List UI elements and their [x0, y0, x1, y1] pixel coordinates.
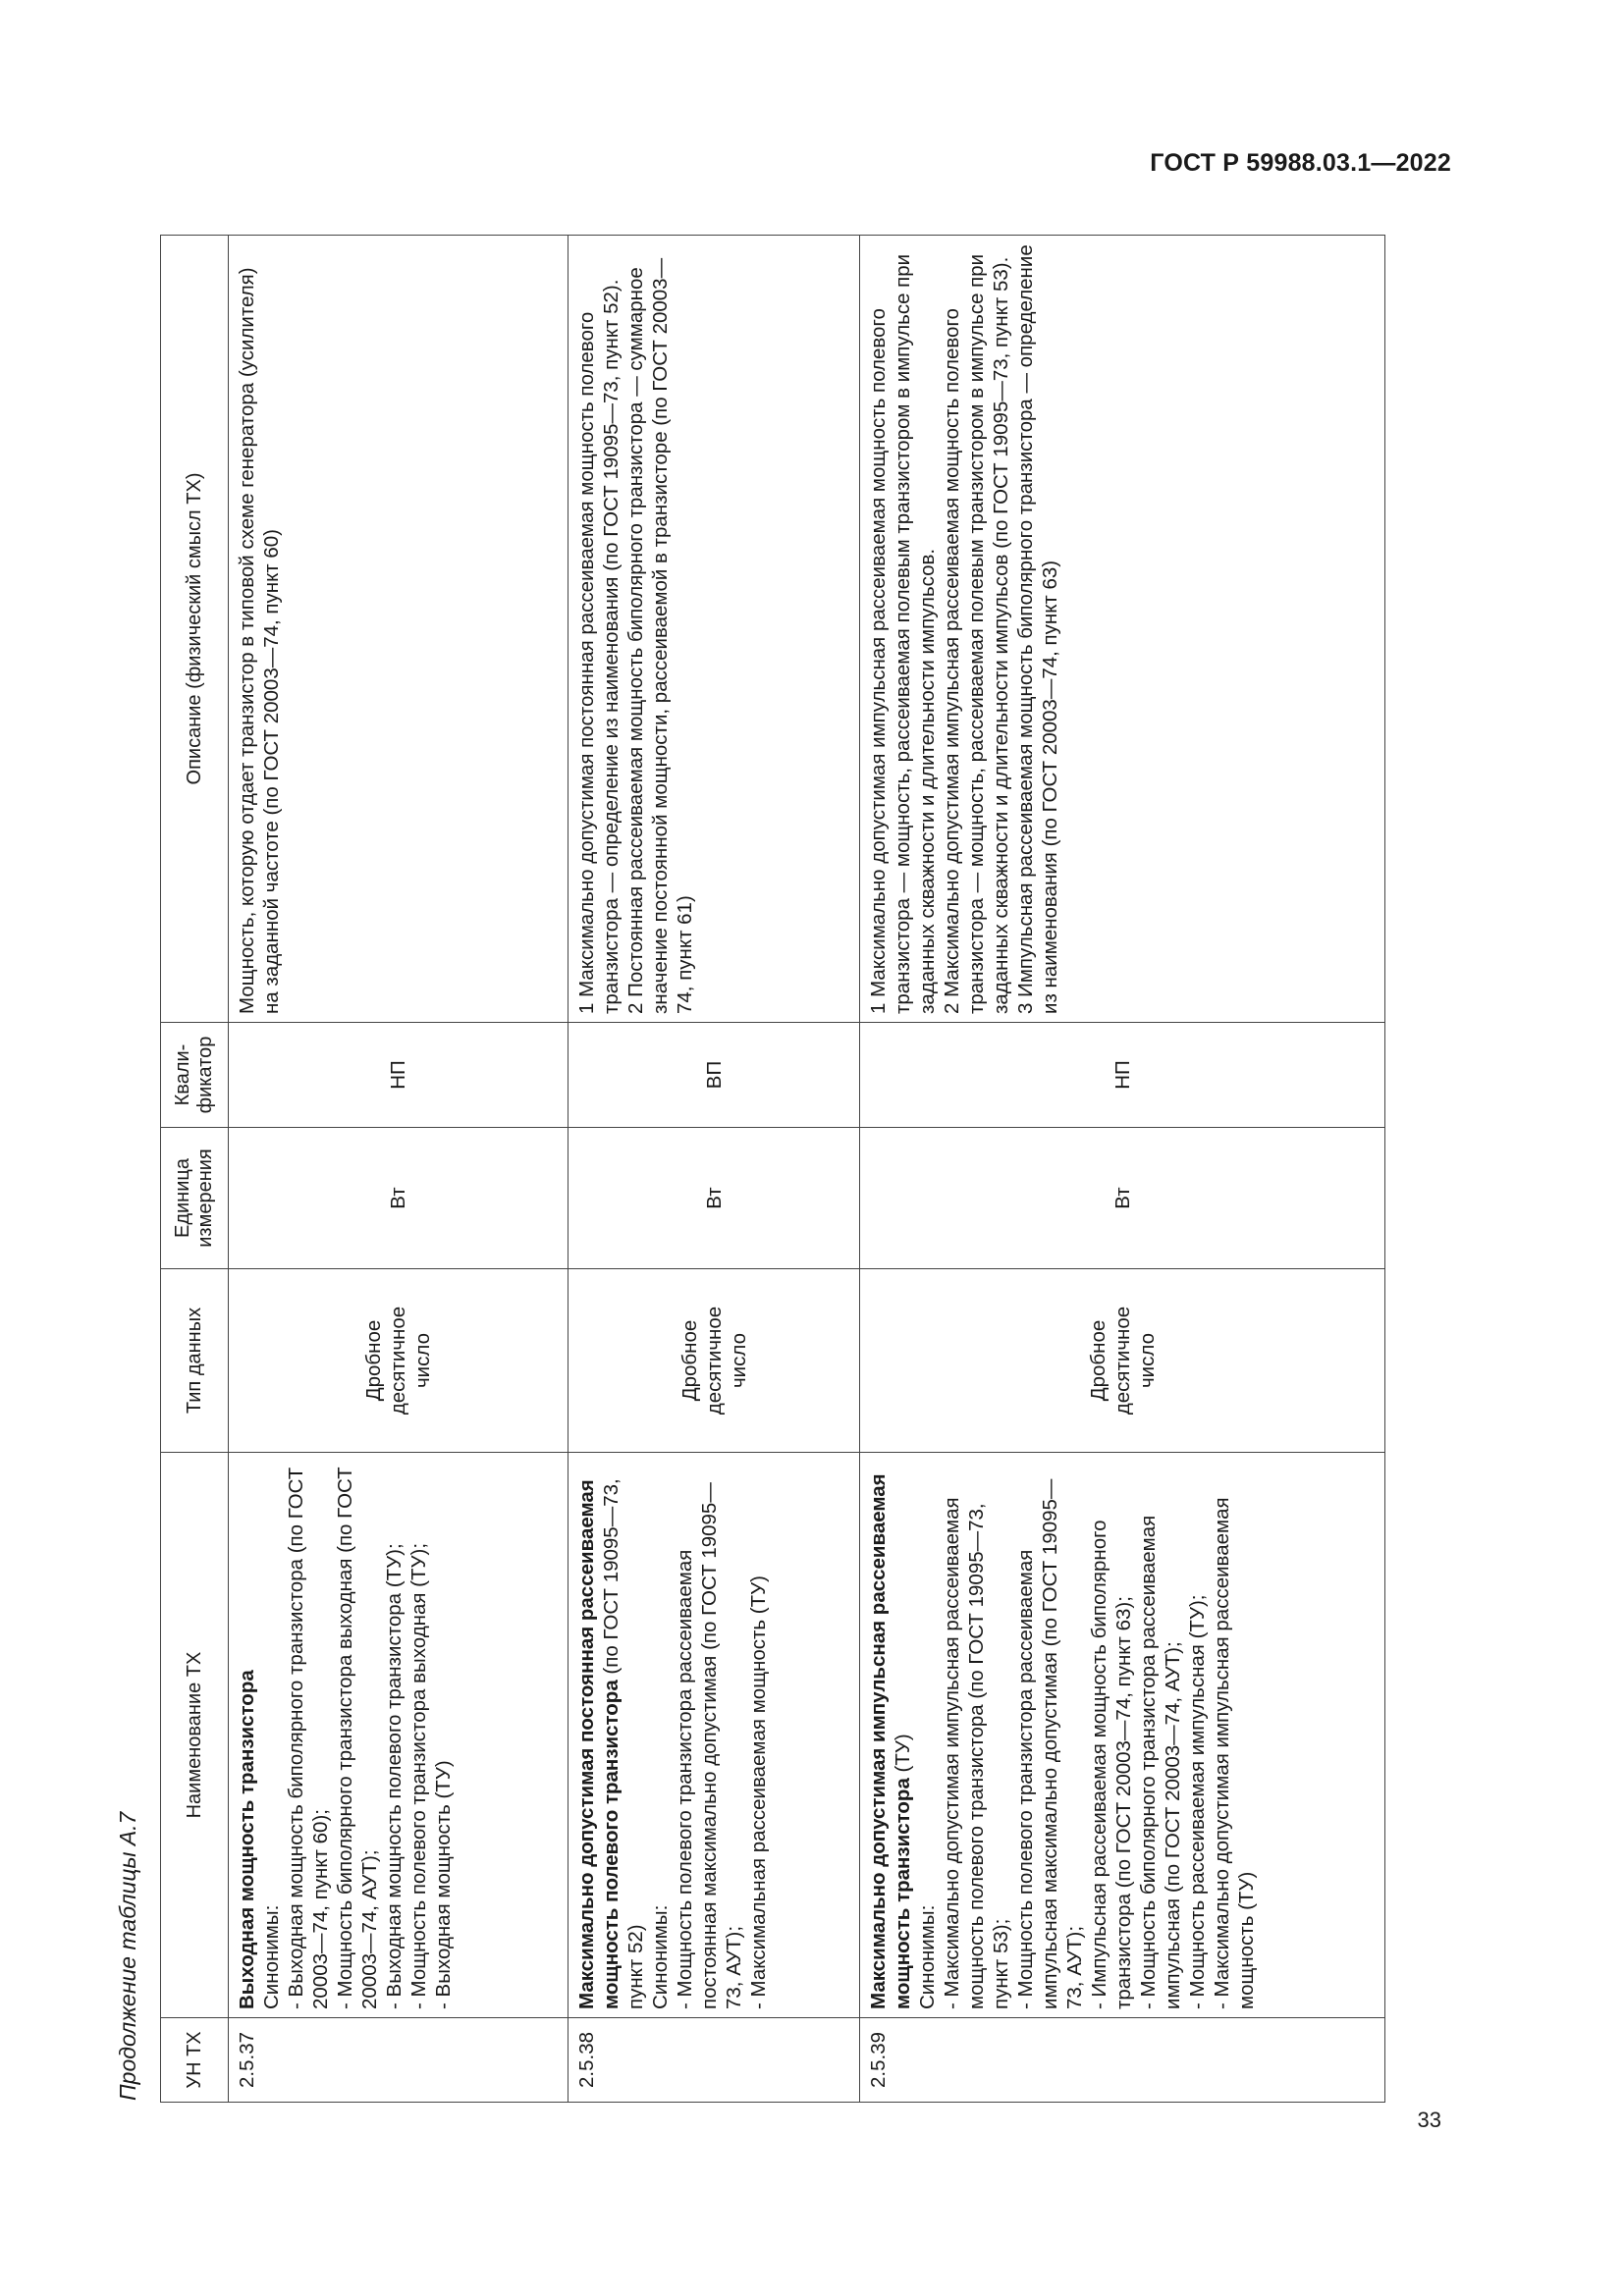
table-caption: Продолжение таблицы А.7 — [115, 1811, 140, 2101]
synonym-line: - Выходная мощность биполярного транзистора (по ГОСТ 20003—74, пункт 60); — [285, 1467, 332, 2009]
cell-qualifier: НП — [860, 1023, 1385, 1128]
cell-un: 2.5.39 — [860, 2018, 1385, 2103]
cell-un: 2.5.37 — [229, 2018, 568, 2103]
tx-title: Максимально допустимая постоянная рассеиваемая мощность полевого транзистора — [575, 1479, 623, 2009]
synonym-line: - Мощность биполярного транзистора рассеиваемая импульсная (по ГОСТ 20003—74, АУТ); — [1137, 1515, 1184, 2009]
description-line: Мощность, которую отдает транзистор в типовой схеме генератора (усилителя) на заданной частоте (по ГОСТ 20003—74, пункт 60) — [236, 267, 283, 1014]
synonym-line: Синонимы: — [260, 1904, 283, 2009]
cell-name — [568, 1453, 860, 2018]
description-line: 2 Максимально допустимая импульсная рассеиваемая мощность полевого транзистора — мощность, рассеиваемая полевым транзистором в импульсе при заданных скважности и длительности импульсов (по ГОСТ 19095—73, пункт 53). — [941, 253, 1012, 1014]
cell-unit: Вт — [568, 1128, 860, 1269]
table-row — [229, 236, 568, 2103]
description-line: 3 Импульсная рассеиваемая мощность биполярного транзистора — определение из наименования (по ГОСТ 20003—74, пункт 63) — [1014, 244, 1061, 1014]
tx-title-ref: (по ГОСТ 19095—73, пункт 52) — [600, 1478, 647, 2009]
cell-un: 2.5.38 — [568, 2018, 860, 2103]
col-header-un: УН ТХ — [161, 2018, 229, 2103]
col-header-description: Описание (физический смысл ТХ) — [161, 236, 229, 1023]
rotated-table-area — [106, 236, 1422, 2103]
cell-description — [568, 236, 860, 1023]
description-line: 2 Постоянная рассеиваемая мощность биполярного транзистора — суммарное значение постоянной мощности, рассеиваемой в транзисторе (по ГОСТ 20003—74, пункт 61) — [624, 257, 696, 1014]
cell-qualifier: НП — [229, 1023, 568, 1128]
cell-data-type: Дробное десятичное число — [229, 1269, 568, 1453]
synonym-line: Синонимы: — [649, 1904, 672, 2009]
synonym-line: - Максимально допустимая импульсная рассеиваемая мощность (ТУ) — [1211, 1497, 1258, 2009]
page-number: 33 — [1417, 2108, 1441, 2132]
cell-name — [860, 1453, 1385, 2018]
col-header-unit: Единица измерения — [161, 1128, 229, 1269]
tx-title: Максимально допустимая импульсная рассеиваемая мощность транзистора — [867, 1473, 914, 2009]
tx-title-ref: (ТУ) — [892, 1734, 914, 1779]
table-row — [568, 236, 860, 2103]
cell-data-type: Дробное десятичное число — [568, 1269, 860, 1453]
synonym-line: - Выходная мощность (ТУ) — [432, 1760, 455, 2009]
tx-title: Выходная мощность транзистора — [236, 1670, 258, 2009]
synonym-line: - Импульсная рассеиваемая мощность биполярного транзистора (по ГОСТ 20003—74, пункт 63); — [1088, 1520, 1135, 2009]
synonym-line: - Выходная мощность полевого транзистора (ТУ); — [383, 1543, 406, 2009]
col-header-name: Наименование ТХ — [161, 1453, 229, 2018]
synonym-line: Синонимы: — [916, 1904, 939, 2009]
synonym-line: - Мощность полевого транзистора рассеиваемая импульсная максимально допустимая (по ГОСТ 19095—73, АУТ); — [1014, 1478, 1086, 2009]
synonym-line: - Максимально допустимая импульсная рассеиваемая мощность полевого транзистора (по ГОСТ 19095—73, пункт 53); — [941, 1497, 1012, 2009]
cell-unit: Вт — [860, 1128, 1385, 1269]
synonym-line: - Мощность полевого транзистора рассеиваемая постоянная максимально допустимая (по ГОСТ 19095—73, АУТ); — [674, 1482, 745, 2009]
cell-unit: Вт — [229, 1128, 568, 1269]
synonym-line: - Максимальная рассеиваемая мощность (ТУ) — [747, 1575, 770, 2009]
cell-description — [860, 236, 1385, 1023]
description-line: 1 Максимально допустимая постоянная рассеиваемая мощность полевого транзистора — определение из наименования (по ГОСТ 19095—73, пункт 52). — [575, 279, 623, 1014]
synonym-line: - Мощность биполярного транзистора выходная (по ГОСТ 20003—74, АУТ); — [334, 1467, 381, 2009]
table-header-row — [161, 236, 229, 2103]
synonym-line: - Мощность рассеиваемая импульсная (ТУ); — [1186, 1594, 1209, 2009]
description-line: 1 Максимально допустимая импульсная рассеиваемая мощность полевого транзистора — мощность, рассеиваемая полевым транзистором в импульсе при заданных скважности и длительности импульсов. — [867, 253, 939, 1014]
col-header-data-type: Тип данных — [161, 1269, 229, 1453]
cell-name — [229, 1453, 568, 2018]
col-header-qualifier: Квали-фикатор — [161, 1023, 229, 1128]
characteristics-table — [160, 235, 1385, 2103]
cell-description — [229, 236, 568, 1023]
cell-qualifier: ВП — [568, 1023, 860, 1128]
synonym-line: - Мощность полевого транзистора выходная (ТУ); — [407, 1542, 430, 2009]
cell-data-type: Дробное десятичное число — [860, 1269, 1385, 1453]
document-code: ГОСТ Р 59988.03.1—2022 — [1150, 149, 1451, 177]
table-row — [860, 236, 1385, 2103]
